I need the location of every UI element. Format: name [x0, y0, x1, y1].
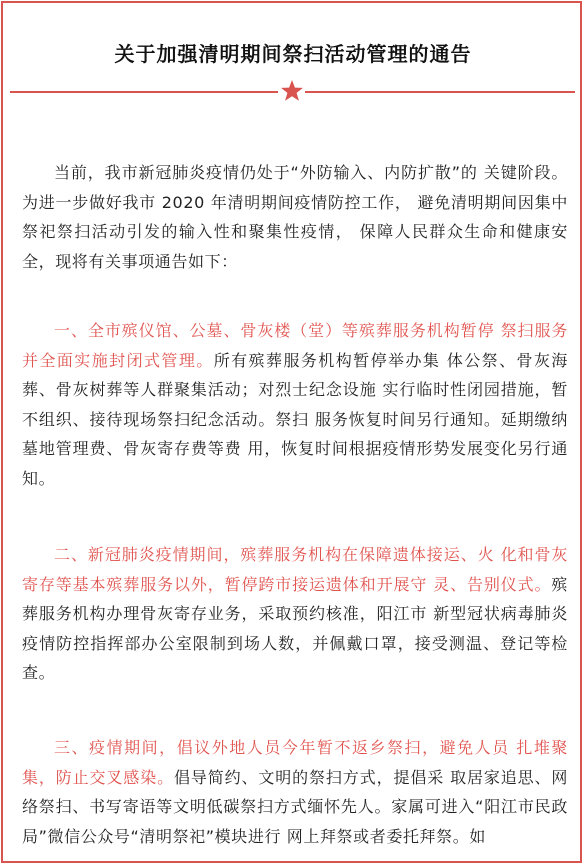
paragraph-item-3	[22, 733, 568, 851]
paragraph-text: 当前，我市新冠肺炎疫情仍处于“外防输入、内防扩散”的 关键阶段。为进一步做好我市 2020 年清明期间疫情防控工作， 避免清明期间因集中祭祀祭扫活动引发的输入性和聚集性疫情， 保障人民群众生命和健康安全，现将有关事项通告如下：	[22, 163, 568, 271]
paragraph-text: 倡导简约、文明的祭扫方式，提倡采 取居家追思、网络祭扫、书写寄语等文明低碳祭扫方式缅怀先人。家属可进入“阳江市民政局”微信公众号“清明祭祀”模块进行 网上拜祭或者委托拜祭。如	[22, 767, 568, 846]
paragraph-item-2	[22, 540, 568, 688]
paragraph-intro	[22, 158, 568, 276]
title-divider-right	[305, 91, 575, 93]
paragraph-item-1	[22, 316, 568, 493]
paragraph-highlight: 三、疫情期间，倡议外地人员今年暂不返乡祭扫，避免人员 扎堆聚集，防止交叉感染。	[22, 738, 568, 787]
title-divider-left	[10, 91, 278, 93]
paragraph-highlight: 一、全市殡仪馆、公墓、骨灰楼（堂）等殡葬服务机构暂停 祭扫服务并全面实施封闭式管理。	[22, 321, 568, 370]
paragraph-text: 殡葬服务机构办理骨灰寄存业务，采取预约核准，阳江市 新型冠状病毒肺炎疫情防控指挥部办公室限制到场人数，并佩戴口罩，接受测温、登记等检查。	[22, 574, 568, 682]
star-icon	[280, 79, 304, 103]
paragraph-highlight: 二、新冠肺炎疫情期间，殡葬服务机构在保障遗体接运、火 化和骨灰寄存等基本殡葬服务以外，暂停跨市接运遗体和开展守 灵、告别仪式。	[22, 545, 568, 594]
paragraph-text: 所有殡葬服务机构暂停举办集 体公祭、骨灰海葬、骨灰树葬等人群聚集活动；对烈士纪念设施 实行临时性闭园措施，暂不组织、接待现场祭扫纪念活动。祭扫 服务恢复时间另行通知。延期缴纳墓地管理费、骨灰寄存费等费 用，恢复时间根据疫情形势发展变化另行通知。	[22, 350, 569, 488]
notice-title: 关于加强清明期间祭扫活动管理的通告	[114, 42, 472, 66]
